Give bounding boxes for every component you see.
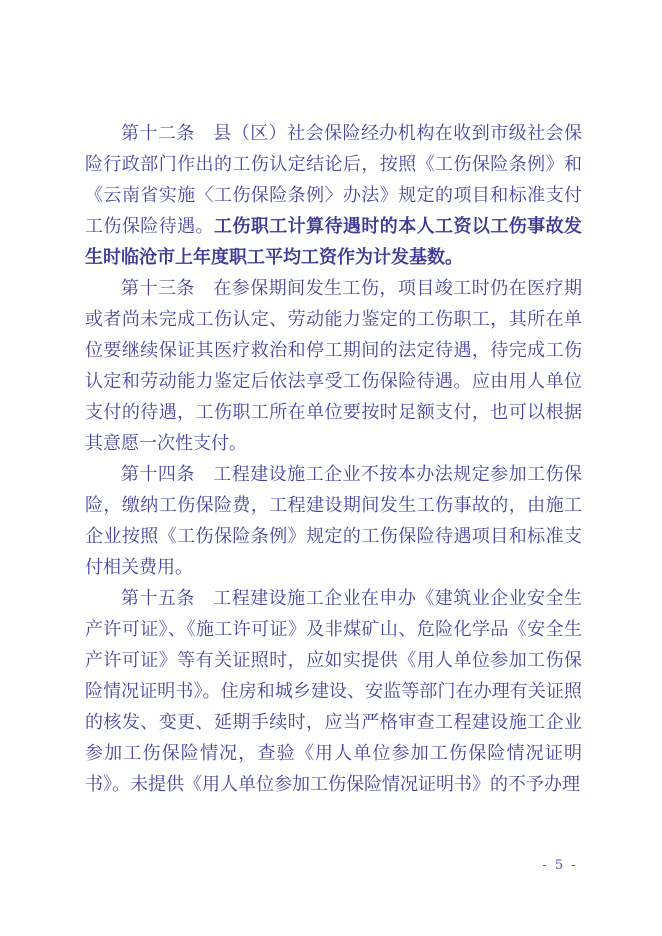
- article-12-emphasis-text: 工伤职工计算待遇时的本人工资以工伤事故发生时临沧市上年度职工平均工资作为计发基数。: [85, 216, 583, 268]
- paragraph-article-15: 第十五条 工程建设施工企业在申办《建筑业企业安全生产许可证》、《施工许可证》及非煤矿山、危险化学品《安全生产许可证》等有关证照时，应如实提供《用人单位参加工伤保险情况证明书》。住房和城乡建设、安监等部门在办理有关证照的核发、变更、延期手续时，应当严格审查工程建设施工企业参加工伤保险情况，查验《用人单位参加工伤保险情况证明书》。未提供《用人单位参加工伤保险情况证明书》的不予办理: [85, 588, 582, 795]
- paragraph-article-14: 第十四条 工程建设施工企业不按本办法规定参加工伤保险，缴纳工伤保险费，工程建设期间发生工伤事故的，由施工企业按照《工伤保险条例》规定的工伤保险待遇项目和标准支付相关费用。: [85, 464, 582, 578]
- paragraph-article-12: [85, 118, 582, 273]
- article-12-text: 第十二条 县（区）社会保险经办机构在收到市级社会保险行政部门作出的工伤认定结论后，按照《工伤保险条例》和《云南省实施〈工伤保险条例〉办法》规定的项目和标准支付工伤保险待遇。: [85, 123, 582, 237]
- page-number: - 5 -: [542, 858, 578, 873]
- paragraph-article-13: 第十三条 在参保期间发生工伤，项目竣工时仍在医疗期或者尚未完成工伤认定、劳动能力鉴定的工伤职工，其所在单位要继续保证其医疗救治和停工期间的法定待遇，待完成工伤认定和劳动能力鉴定后依法享受工伤保险待遇。应由用人单位支付的待遇，工伤职工所在单位要按时足额支付，也可以根据其意愿一次性支付。: [85, 278, 582, 454]
- document-body: [85, 118, 582, 800]
